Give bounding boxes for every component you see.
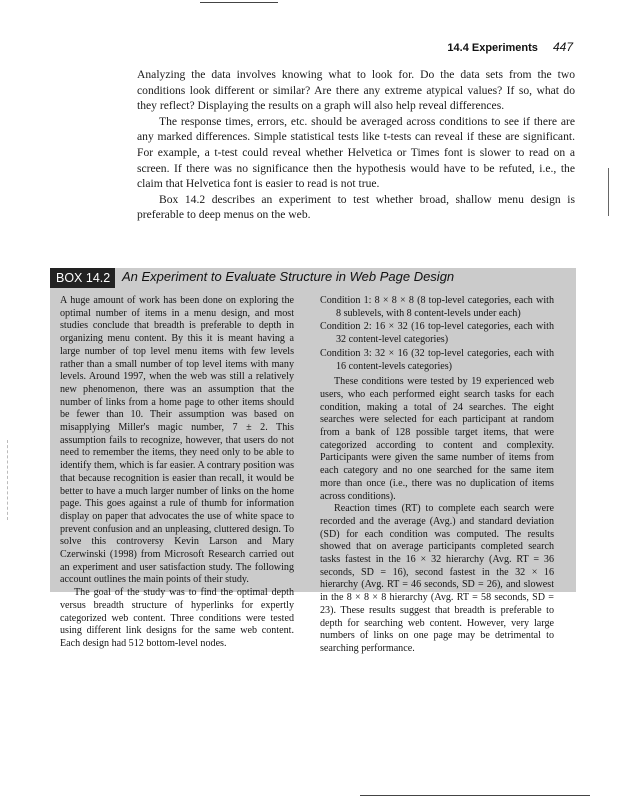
paragraph: Box 14.2 describes an experiment to test whether broad, shallow menu design is preferable to deep menus on the web. — [137, 192, 575, 222]
condition-item: Condition 3: 32 × 16 (32 top-level categories, each with 16 content-levels categories) — [320, 347, 554, 372]
body-text — [137, 67, 575, 223]
box-title: An Experiment to Evaluate Structure in Web Page Design — [122, 269, 455, 284]
conditions-list — [320, 295, 554, 373]
change-bar — [608, 168, 609, 216]
condition-item: Condition 2: 16 × 32 (16 top-level categories, each with 32 content-level categories) — [320, 321, 554, 346]
box-paragraph: These conditions were tested by 19 experienced web users, who each performed eight search tasks for each condition, making a total of 24 searches. The eight searches were selected for each participant at random from a bank of 128 possible target items, that were categorized according to content and complexity. Participants were given the same number of items from each category and no one searched for the same item more than once (i.e., there was no duplication of items across conditions). — [320, 376, 554, 502]
sidebar-box — [50, 268, 576, 654]
paragraph: Analyzing the data involves knowing what to look for. Do the data sets from the two conditions look different or similar? Are there any extreme atypical values? If so, what do they reflect? Displaying the results on a graph will also help reveal differences. — [137, 68, 575, 113]
box-paragraph: Reaction times (RT) to complete each search were recorded and the average (Avg.) and standard deviation (SD) for each condition was computed. The results showed that on average participants completed search tasks fastest in the 16 × 32 hierarchy (Avg. RT = 36 seconds, SD = 16), second fastest in the 32 × 16 hierarchy (Avg. RT = 46 seconds, SD = 26), and slowest in the 8 × 8 × 8 hierarchy (Avg. RT = 58 seconds, SD = 23). These results suggest that breadth is preferable to depth for searching web content. However, very large numbers of links on one page may be detrimental to searching performance. — [320, 503, 554, 654]
box-left-column — [60, 295, 294, 651]
box-right-column — [320, 295, 554, 656]
bottom-rule — [360, 795, 590, 796]
running-header — [447, 40, 573, 54]
margin-marks — [7, 440, 9, 520]
section-title: 14.4 Experiments — [447, 42, 538, 54]
top-rule — [200, 2, 278, 3]
paragraph: The response times, errors, etc. should be averaged across conditions to see if there are any marked differences. Simple statistical tests like t-tests can reveal if these are significant. For example, a t-test could reveal whether Helvetica or Times font is slower to read on a screen. If there was no significance then the hypothesis would have to be refuted, i.e., the claim that Helvetica font is easier to read is not true. — [137, 114, 575, 191]
box-paragraph: A huge amount of work has been done on exploring the optimal number of items in a menu design, and most studies conclude that breadth is preferable to depth in organizing menu content. By this it is meant having a large number of top level menu items with few levels rather than a small number of top level items with many levels. Around 1997, when the web was still a relatively new phenomenon, there was an assumption that the number of links from a home page to other items should be fewer than 10. Their assumption was based on misapplying Miller's magic number, 7 ± 2. This assumption fails to recognize, however, that users do not need to remember the items, they need only to be able to identify them, which is far easier. A contrary position was that because recognition is easier than recall, it would be better to have a much larger number of links on the home page. This goes against a rule of thumb for information display on paper that advocates the use of white space to prevent confusion and an unpleasing, cluttered design. To solve this controversy Kevin Larson and Mary Czerwinski (1998) from Microsoft Research carried out an experiment and user satisfaction study. The following account outlines the main points of their study. — [60, 295, 294, 586]
box-paragraph: The goal of the study was to find the optimal depth versus breadth structure of hyperlinks for expertly categorized web content. Three conditions were tested using different link designs for the same web content. Each design had 512 bottom-level nodes. — [60, 587, 294, 649]
condition-item: Condition 1: 8 × 8 × 8 (8 top-level categories, each with 8 sublevels, with 8 content-levels under each) — [320, 295, 554, 319]
box-label: BOX 14.2 — [50, 268, 115, 288]
page-number: 447 — [552, 40, 573, 54]
